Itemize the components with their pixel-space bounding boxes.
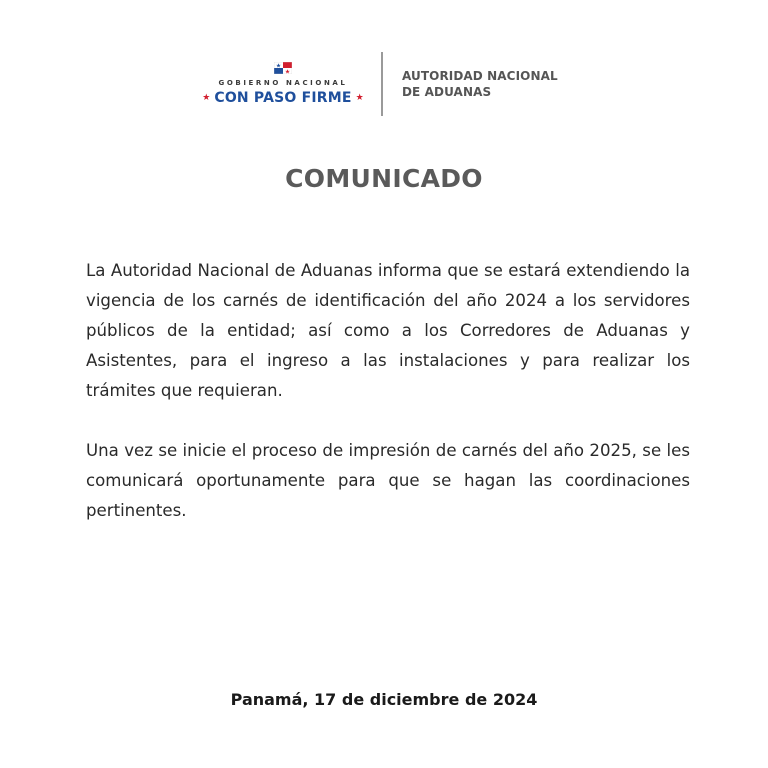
communique-body: [86, 256, 690, 556]
motto-text: CON PASO FIRME: [214, 90, 352, 106]
header-divider: [381, 52, 383, 116]
body-paragraph-2: Una vez se inicie el proceso de impresión de carnés del año 2025, se les comunicará oportunamente para que se hagan las coordinaciones pertinentes.: [86, 441, 690, 520]
government-logo: [200, 62, 366, 112]
panama-flag-icon: [274, 62, 292, 74]
page-title: COMUNICADO: [285, 164, 483, 193]
header: [0, 52, 768, 118]
body-paragraph-1: La Autoridad Nacional de Aduanas informa que se estará extendiendo la vigencia de los carnés de identificación del año 2024 a los servidores públicos de la entidad; así como a los Corredores de Aduanas y Asistentes, para el ingreso a las instalaciones y para realizar los trámites que requieran.: [86, 261, 690, 400]
left-star-icon: ★: [202, 93, 211, 103]
agency-name-line2: DE ADUANAS: [402, 85, 492, 99]
agency-name: [402, 68, 558, 100]
government-name: GOBIERNO NACIONAL: [218, 79, 348, 87]
government-motto: [200, 89, 366, 107]
agency-name-line1: AUTORIDAD NACIONAL: [402, 69, 558, 83]
place-and-date: Panamá, 17 de diciembre de 2024: [230, 690, 538, 709]
right-star-icon: ★: [355, 93, 364, 103]
